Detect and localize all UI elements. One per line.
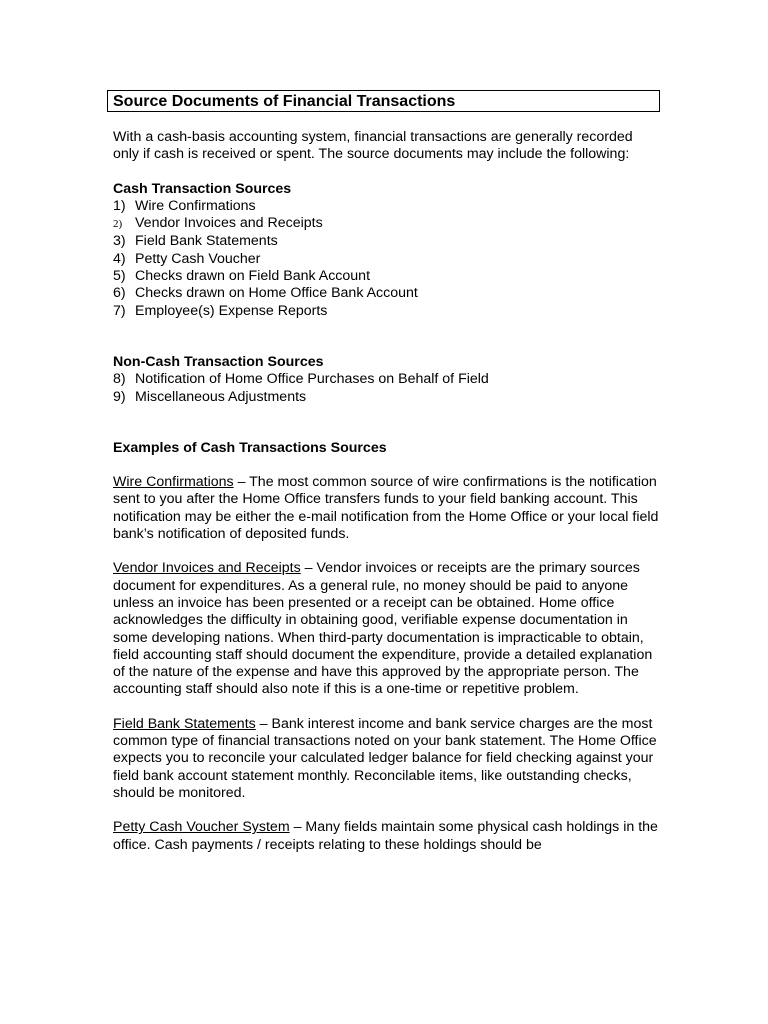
list-item: 6) Checks drawn on Home Office Bank Account (113, 285, 418, 302)
cash-sources-list (113, 198, 661, 320)
document-title: Source Documents of Financial Transactions (107, 90, 660, 112)
list-item: 9) Miscellaneous Adjustments (113, 388, 307, 405)
wire-confirmations-paragraph: Wire Confirmations – The most common source of wire confirmations is the notification sent to you after the Home Office transfers funds to your field banking account. This notification may be either the e-mail notification from the Home Office or your local field bank’s notification of deposited funds. (113, 474, 659, 543)
field-bank-statements-term: Field Bank Statements (113, 715, 256, 732)
document-content (113, 90, 661, 854)
examples-heading: Examples of Cash Transactions Sources (113, 439, 387, 456)
list-item: 4) Petty Cash Voucher (113, 250, 261, 267)
list-item: 7) Employee(s) Expense Reports (113, 302, 328, 319)
cash-sources-heading: Cash Transaction Sources (113, 180, 292, 197)
intro-paragraph: With a cash-basis accounting system, financial transactions are generally recorded only if cash is received or spent. The source documents may include the following: (113, 129, 633, 163)
list-item: 1) Wire Confirmations (113, 197, 256, 214)
list-item: 3) Field Bank Statements (113, 233, 278, 250)
vendor-invoices-paragraph: Vendor Invoices and Receipts – Vendor invoices or receipts are the primary sources document for expenditures. As a general rule, no money should be paid to anyone unless an invoice has been presented or a receipt can be obtained. Home office acknowledges the difficulty in obtaining good, verifiable expense documentation in some developing nations. When third-party documentation is impracticable to obtain, field accounting staff should document the expenditure, provide a detailed explanation of the nature of the expense and have this approved by the appropriate person. The accounting staff should also note if this is a one-time or repetitive problem. (113, 560, 653, 698)
petty-cash-term: Petty Cash Voucher System (113, 819, 290, 836)
wire-confirmations-term: Wire Confirmations (113, 474, 234, 491)
list-item: 2) Vendor Invoices and Receipts (113, 215, 323, 232)
field-bank-statements-paragraph: Field Bank Statements – Bank interest income and bank service charges are the most common type of financial transactions noted on your bank statement. The Home Office expects you to reconcile your calculated ledger balance for field checking against your field bank account statement monthly. Reconcilable items, like outstanding checks, should be monitored. (113, 715, 657, 801)
noncash-sources-heading: Non-Cash Transaction Sources (113, 353, 324, 370)
list-item: 5) Checks drawn on Field Bank Account (113, 268, 371, 285)
list-item: 8) Notification of Home Office Purchases on Behalf of Field (113, 371, 489, 388)
vendor-invoices-term: Vendor Invoices and Receipts (113, 560, 301, 577)
noncash-sources-list (113, 371, 661, 406)
petty-cash-paragraph: Petty Cash Voucher System – Many fields maintain some physical cash holdings in the office. Cash payments / receipts relating to these holdings should be (113, 819, 658, 853)
